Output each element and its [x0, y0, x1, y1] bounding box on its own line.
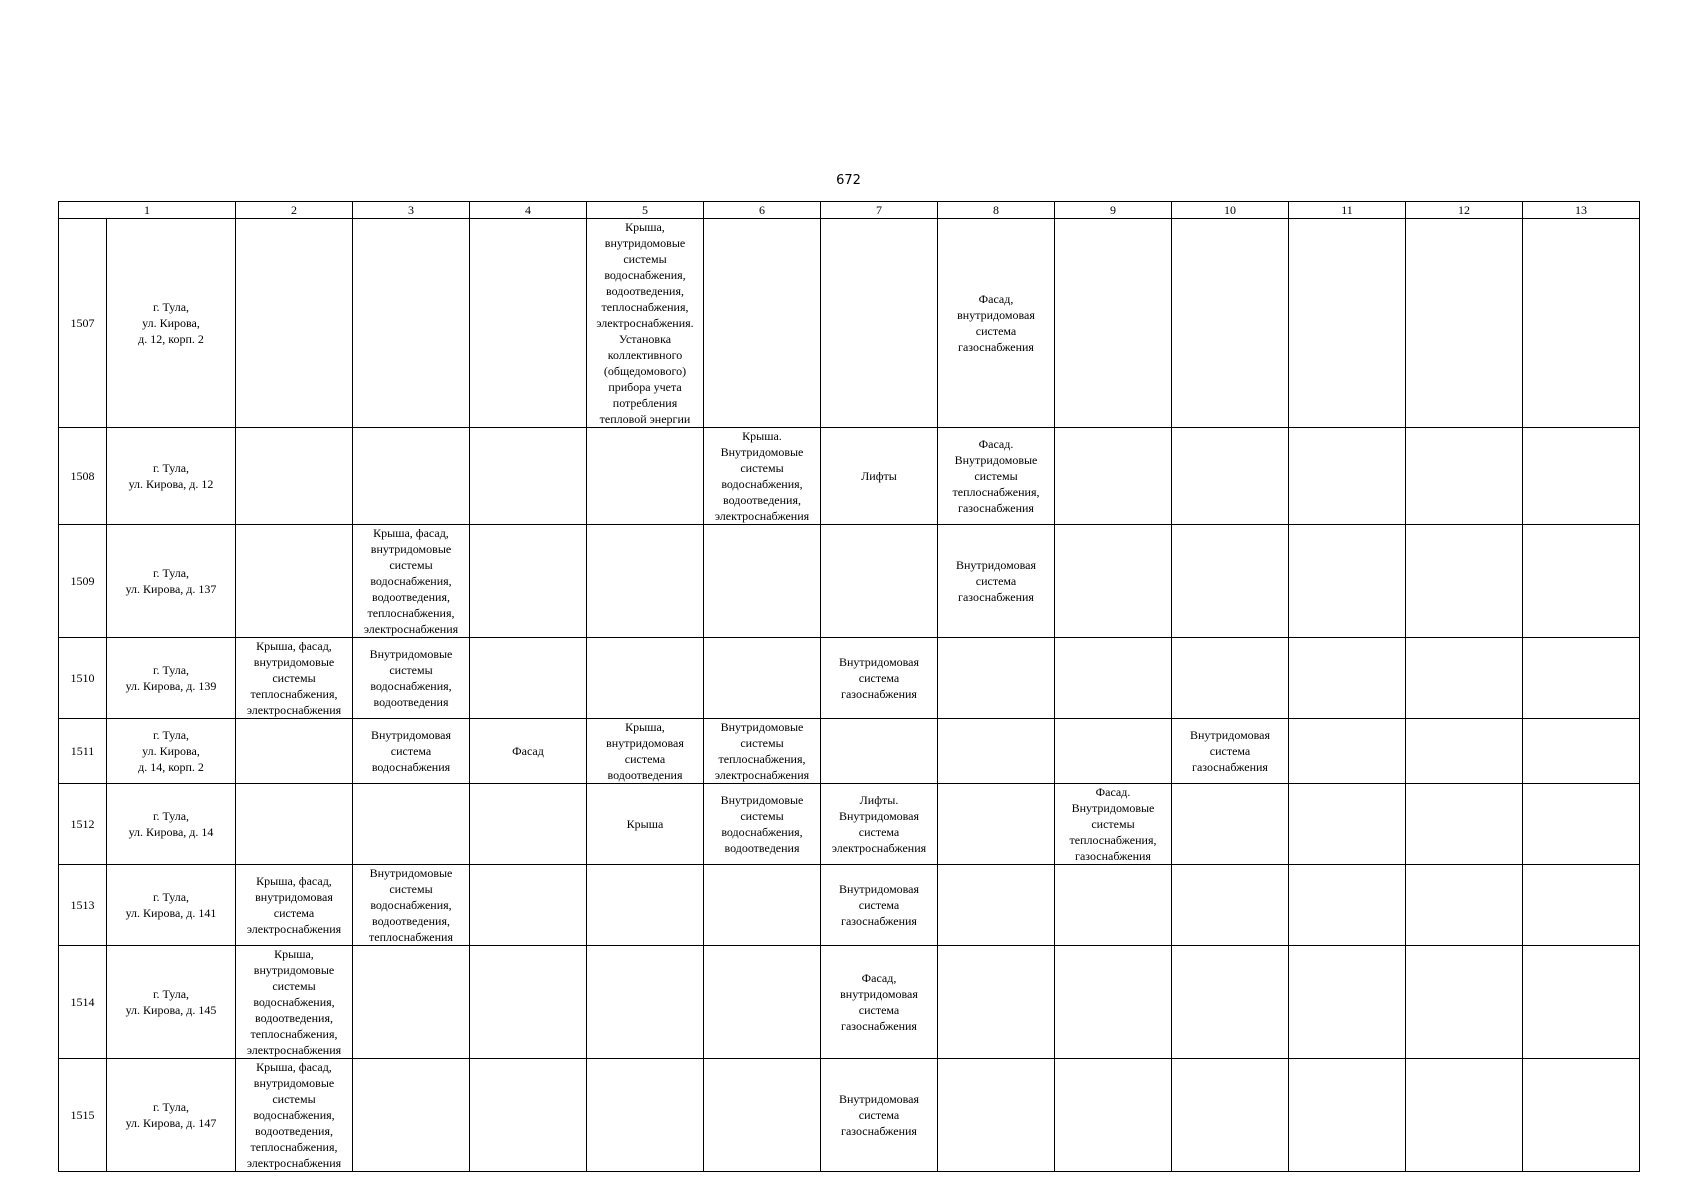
table-cell-col-3: [353, 219, 470, 428]
table-cell-col-6: Крыша. Внутридомовые системы водоснабжения, водоотведения, электроснабжения: [704, 428, 821, 525]
row-number: 1507: [59, 219, 107, 428]
table-cell-col-3: Крыша, фасад, внутридомовые системы водоснабжения, водоотведения, теплоснабжения, электроснабжения: [353, 525, 470, 638]
table-cell-col-7: Внутридомовая система газоснабжения: [821, 1059, 938, 1172]
table-cell-col-9: [1055, 428, 1172, 525]
table-row: [59, 946, 1640, 1059]
table-cell-col-13: [1523, 219, 1640, 428]
table-cell-col-10: [1172, 946, 1289, 1059]
row-address: г. Тула, ул. Кирова, д. 145: [107, 946, 236, 1059]
table-cell-col-6: [704, 525, 821, 638]
table-cell-col-2: Крыша, фасад, внутридомовая система электроснабжения: [236, 865, 353, 946]
table-cell-col-12: [1406, 946, 1523, 1059]
table-cell-col-5: [587, 638, 704, 719]
table-cell-col-6: [704, 638, 821, 719]
row-address: г. Тула, ул. Кирова, д. 12, корп. 2: [107, 219, 236, 428]
table-cell-col-9: [1055, 525, 1172, 638]
table-cell-col-3: Внутридомовые системы водоснабжения, водоотведения, теплоснабжения: [353, 865, 470, 946]
table-cell-col-10: [1172, 219, 1289, 428]
table-cell-col-6: Внутридомовые системы теплоснабжения, электроснабжения: [704, 719, 821, 784]
page-number: 672: [836, 173, 861, 188]
table-cell-col-10: Внутридомовая система газоснабжения: [1172, 719, 1289, 784]
table-cell-col-2: Крыша, фасад, внутридомовые системы теплоснабжения, электроснабжения: [236, 638, 353, 719]
table-cell-col-5: [587, 946, 704, 1059]
table-cell-col-11: [1289, 525, 1406, 638]
header-row: [59, 202, 1640, 219]
table-cell-col-13: [1523, 784, 1640, 865]
table-cell-col-12: [1406, 784, 1523, 865]
table-row: [59, 865, 1640, 946]
table-cell-col-8: [938, 638, 1055, 719]
table-cell-col-5: [587, 428, 704, 525]
table-cell-col-2: Крыша, внутридомовые системы водоснабжения, водоотведения, теплоснабжения, электроснабжения: [236, 946, 353, 1059]
table-cell-col-6: Внутридомовые системы водоснабжения, водоотведения: [704, 784, 821, 865]
table-cell-col-2: [236, 219, 353, 428]
row-address: г. Тула, ул. Кирова, д. 12: [107, 428, 236, 525]
table-cell-col-11: [1289, 865, 1406, 946]
table-cell-col-3: [353, 428, 470, 525]
table-cell-col-2: [236, 428, 353, 525]
table-cell-col-13: [1523, 865, 1640, 946]
row-address: г. Тула, ул. Кирова, д. 139: [107, 638, 236, 719]
table-cell-col-10: [1172, 525, 1289, 638]
table-cell-col-11: [1289, 719, 1406, 784]
table-cell-col-12: [1406, 865, 1523, 946]
row-number: 1513: [59, 865, 107, 946]
table-cell-col-13: [1523, 1059, 1640, 1172]
col-header: 3: [353, 202, 470, 219]
row-number: 1510: [59, 638, 107, 719]
row-number: 1515: [59, 1059, 107, 1172]
table-cell-col-13: [1523, 428, 1640, 525]
row-number: 1512: [59, 784, 107, 865]
table-cell-col-10: [1172, 784, 1289, 865]
table-cell-col-12: [1406, 219, 1523, 428]
col-header: 6: [704, 202, 821, 219]
table-row: [59, 428, 1640, 525]
table-cell-col-7: [821, 219, 938, 428]
table-cell-col-12: [1406, 719, 1523, 784]
table-cell-col-11: [1289, 428, 1406, 525]
row-number: 1509: [59, 525, 107, 638]
col-header: 5: [587, 202, 704, 219]
table-cell-col-5: Крыша, внутридомовая система водоотведения: [587, 719, 704, 784]
table-cell-col-8: [938, 719, 1055, 784]
table-cell-col-5: [587, 1059, 704, 1172]
table-cell-col-12: [1406, 428, 1523, 525]
table-cell-col-7: Внутридомовая система газоснабжения: [821, 638, 938, 719]
table-row: [59, 784, 1640, 865]
table-row: [59, 219, 1640, 428]
table-cell-col-8: [938, 1059, 1055, 1172]
col-header: 13: [1523, 202, 1640, 219]
table-cell-col-8: Фасад, внутридомовая система газоснабжения: [938, 219, 1055, 428]
table-cell-col-9: [1055, 638, 1172, 719]
table-cell-col-6: [704, 865, 821, 946]
table-cell-col-11: [1289, 946, 1406, 1059]
table-cell-col-13: [1523, 719, 1640, 784]
table-cell-col-9: [1055, 865, 1172, 946]
table-cell-col-7: [821, 719, 938, 784]
table-cell-col-10: [1172, 865, 1289, 946]
table-cell-col-5: Крыша: [587, 784, 704, 865]
table-cell-col-13: [1523, 946, 1640, 1059]
table-cell-col-8: Фасад. Внутридомовые системы теплоснабжения, газоснабжения: [938, 428, 1055, 525]
table-cell-col-11: [1289, 638, 1406, 719]
table-cell-col-6: [704, 946, 821, 1059]
table-cell-col-7: Внутридомовая система газоснабжения: [821, 865, 938, 946]
row-number: 1508: [59, 428, 107, 525]
row-address: г. Тула, ул. Кирова, д. 141: [107, 865, 236, 946]
col-header: 8: [938, 202, 1055, 219]
table-cell-col-9: [1055, 219, 1172, 428]
table-cell-col-10: [1172, 428, 1289, 525]
row-address: г. Тула, ул. Кирова, д. 147: [107, 1059, 236, 1172]
table-cell-col-7: Лифты: [821, 428, 938, 525]
table-cell-col-6: [704, 219, 821, 428]
table-cell-col-2: [236, 719, 353, 784]
table-cell-col-2: Крыша, фасад, внутридомовые системы водоснабжения, водоотведения, теплоснабжения, электроснабжения: [236, 1059, 353, 1172]
col-header: 11: [1289, 202, 1406, 219]
table-cell-col-11: [1289, 219, 1406, 428]
table-cell-col-13: [1523, 525, 1640, 638]
table-row: [59, 1059, 1640, 1172]
row-address: г. Тула, ул. Кирова, д. 14, корп. 2: [107, 719, 236, 784]
table-cell-col-4: [470, 525, 587, 638]
table-cell-col-7: Фасад, внутридомовая система газоснабжения: [821, 946, 938, 1059]
table-cell-col-4: [470, 219, 587, 428]
table-cell-col-12: [1406, 1059, 1523, 1172]
table-cell-col-2: [236, 784, 353, 865]
table-cell-col-9: [1055, 719, 1172, 784]
table-cell-col-9: Фасад. Внутридомовые системы теплоснабжения, газоснабжения: [1055, 784, 1172, 865]
table-cell-col-3: Внутридомовые системы водоснабжения, водоотведения: [353, 638, 470, 719]
col-header: 12: [1406, 202, 1523, 219]
table-cell-col-12: [1406, 525, 1523, 638]
table-cell-col-4: [470, 784, 587, 865]
table-row: [59, 719, 1640, 784]
table-cell-col-6: [704, 1059, 821, 1172]
table-cell-col-3: [353, 946, 470, 1059]
table-cell-col-7: [821, 525, 938, 638]
row-number: 1514: [59, 946, 107, 1059]
table-row: [59, 638, 1640, 719]
col-header: 9: [1055, 202, 1172, 219]
table-cell-col-5: [587, 865, 704, 946]
table-cell-col-9: [1055, 946, 1172, 1059]
row-address: г. Тула, ул. Кирова, д. 14: [107, 784, 236, 865]
col-header: 7: [821, 202, 938, 219]
col-header: 2: [236, 202, 353, 219]
table-cell-col-5: Крыша, внутридомовые системы водоснабжения, водоотведения, теплоснабжения, электроснабжения. Установка коллективного (общедомового) прибора учета потребления тепловой энергии: [587, 219, 704, 428]
table-cell-col-7: Лифты. Внутридомовая система электроснабжения: [821, 784, 938, 865]
table-cell-col-3: [353, 1059, 470, 1172]
row-address: г. Тула, ул. Кирова, д. 137: [107, 525, 236, 638]
table-cell-col-4: [470, 865, 587, 946]
table-cell-col-2: [236, 525, 353, 638]
col-header: 4: [470, 202, 587, 219]
table-cell-col-10: [1172, 1059, 1289, 1172]
table-cell-col-4: [470, 946, 587, 1059]
table-cell-col-8: [938, 784, 1055, 865]
table-cell-col-9: [1055, 1059, 1172, 1172]
col-header: 1: [59, 202, 236, 219]
table-cell-col-10: [1172, 638, 1289, 719]
works-table: [58, 201, 1640, 1172]
table-cell-col-13: [1523, 638, 1640, 719]
table-row: [59, 525, 1640, 638]
table-cell-col-4: Фасад: [470, 719, 587, 784]
table-cell-col-11: [1289, 784, 1406, 865]
table-cell-col-3: Внутридомовая система водоснабжения: [353, 719, 470, 784]
table-cell-col-12: [1406, 638, 1523, 719]
table-cell-col-8: [938, 946, 1055, 1059]
table-cell-col-8: [938, 865, 1055, 946]
table-cell-col-4: [470, 428, 587, 525]
table-cell-col-4: [470, 1059, 587, 1172]
col-header: 10: [1172, 202, 1289, 219]
table-cell-col-8: Внутридомовая система газоснабжения: [938, 525, 1055, 638]
table-cell-col-4: [470, 638, 587, 719]
table-cell-col-11: [1289, 1059, 1406, 1172]
table-cell-col-5: [587, 525, 704, 638]
row-number: 1511: [59, 719, 107, 784]
table-cell-col-3: [353, 784, 470, 865]
